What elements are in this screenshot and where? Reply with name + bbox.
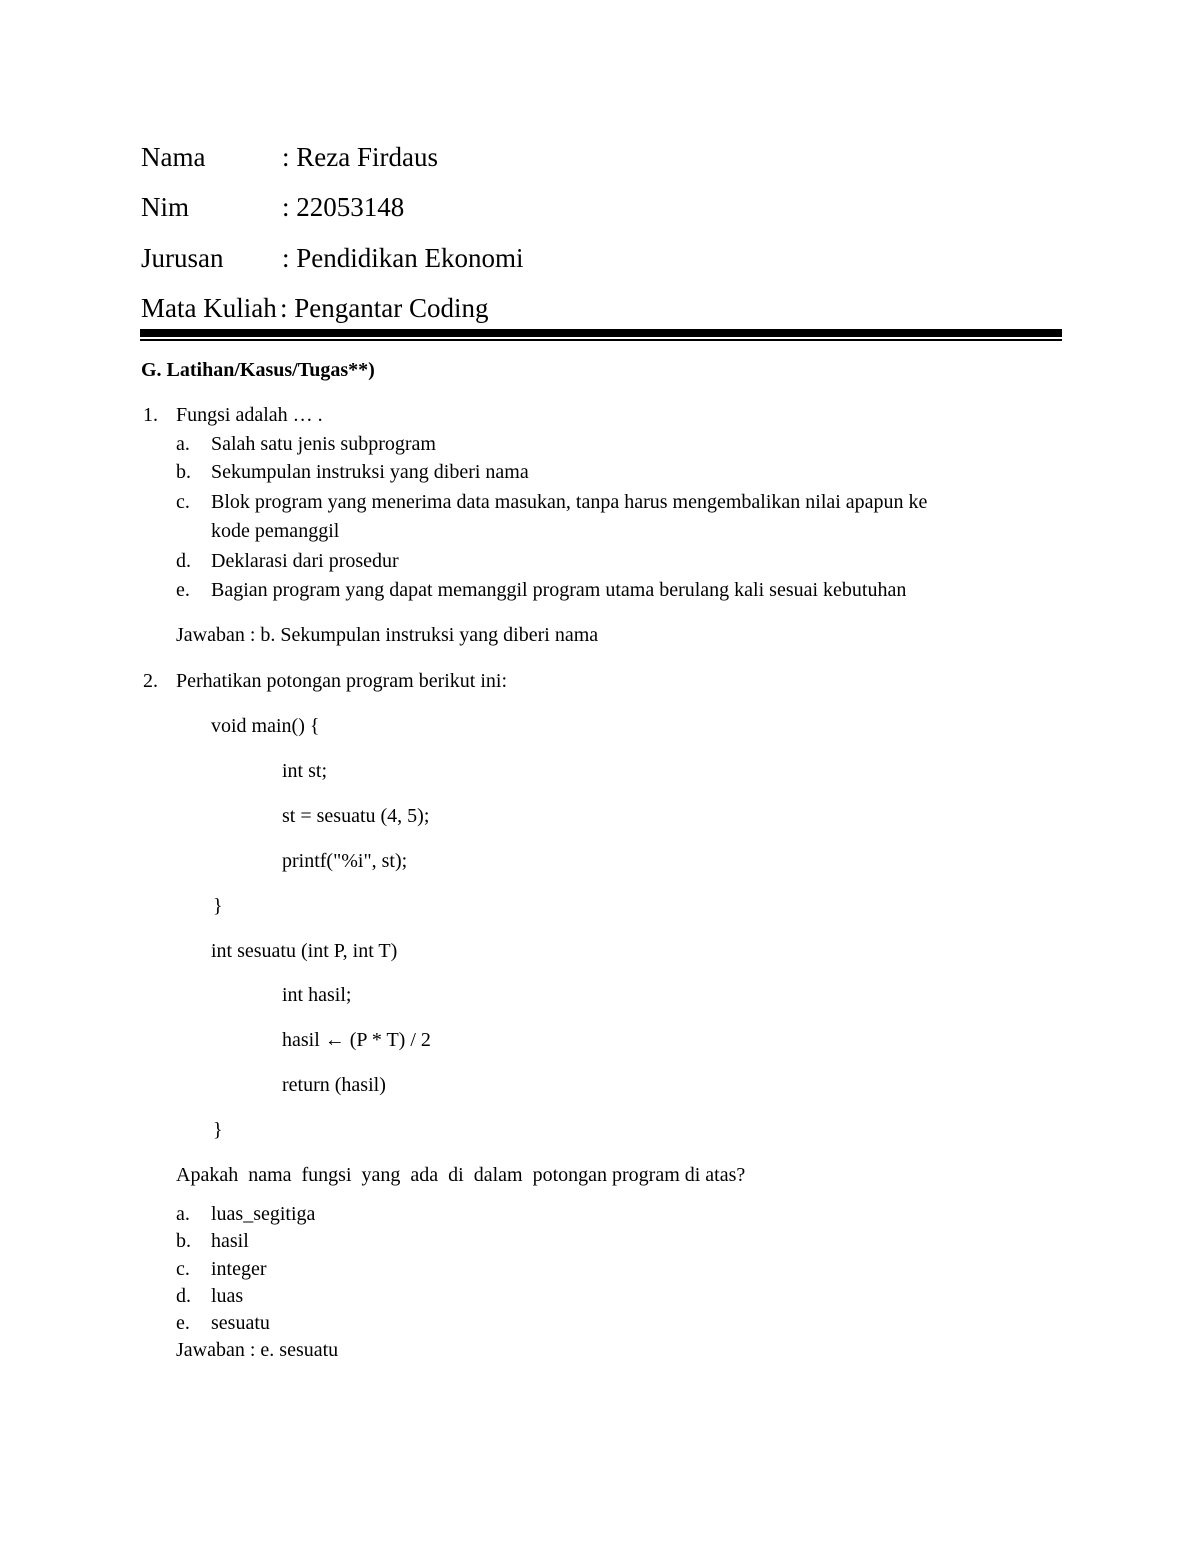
- question-text: Fungsi adalah … .: [176, 404, 323, 426]
- option-letter: d.: [176, 550, 191, 572]
- option-text: luas_segitiga: [211, 1203, 316, 1225]
- option-letter: e.: [176, 579, 190, 601]
- answer-text: Jawaban : b. Sekumpulan instruksi yang diberi nama: [176, 624, 599, 646]
- label-jurusan: Jurusan: [141, 243, 224, 273]
- header-divider-thick: [140, 329, 1062, 337]
- value-nama: : Reza Firdaus: [282, 142, 438, 172]
- code-line: void main() {: [211, 715, 320, 737]
- option-text: integer: [211, 1258, 267, 1280]
- code-line: int hasil;: [282, 984, 352, 1006]
- option-letter: c.: [176, 491, 190, 513]
- code-line: }: [213, 895, 223, 917]
- code-line: hasil ← (P * T) / 2: [282, 1029, 431, 1051]
- answer-text: Jawaban : e. sesuatu: [176, 1339, 339, 1361]
- code-line: }: [213, 1119, 223, 1141]
- option-text: Bagian program yang dapat memanggil program utama berulang kali sesuai kebutuhan: [211, 579, 907, 601]
- option-text: sesuatu: [211, 1312, 270, 1334]
- option-letter: e.: [176, 1312, 190, 1334]
- question-text: Perhatikan potongan program berikut ini:: [176, 670, 508, 692]
- option-letter: c.: [176, 1258, 190, 1280]
- code-line: printf("%i", st);: [282, 850, 408, 872]
- option-letter: d.: [176, 1285, 191, 1307]
- header-divider-thin: [140, 339, 1062, 341]
- code-line: int sesuatu (int P, int T): [211, 940, 398, 962]
- question-number: 1.: [143, 404, 158, 426]
- option-letter: a.: [176, 433, 190, 455]
- question-number: 2.: [143, 670, 158, 692]
- code-line: return (hasil): [282, 1074, 386, 1096]
- option-text: Salah satu jenis subprogram: [211, 433, 436, 455]
- option-text: hasil: [211, 1230, 249, 1252]
- option-letter: b.: [176, 461, 191, 483]
- label-nim: Nim: [141, 192, 190, 222]
- code-line: int st;: [282, 760, 328, 782]
- value-mata-kuliah: : Pengantar Coding: [280, 293, 489, 323]
- option-letter: b.: [176, 1230, 191, 1252]
- code-line: st = sesuatu (4, 5);: [282, 805, 430, 827]
- option-text: Blok program yang menerima data masukan, tanpa harus mengembalikan nilai apapun ke: [211, 491, 928, 513]
- label-mata-kuliah: Mata Kuliah: [141, 293, 277, 323]
- value-nim: : 22053148: [282, 192, 405, 222]
- label-nama: Nama: [141, 142, 206, 172]
- option-text: Deklarasi dari prosedur: [211, 550, 399, 572]
- value-jurusan: : Pendidikan Ekonomi: [282, 243, 524, 273]
- section-title: G. Latihan/Kasus/Tugas**): [141, 359, 375, 381]
- question-prompt: Apakah nama fungsi yang ada di dalam potongan program di atas?: [176, 1164, 746, 1186]
- option-text-continuation: kode pemanggil: [211, 520, 340, 542]
- option-letter: a.: [176, 1203, 190, 1225]
- option-text: Sekumpulan instruksi yang diberi nama: [211, 461, 529, 483]
- option-text: luas: [211, 1285, 244, 1307]
